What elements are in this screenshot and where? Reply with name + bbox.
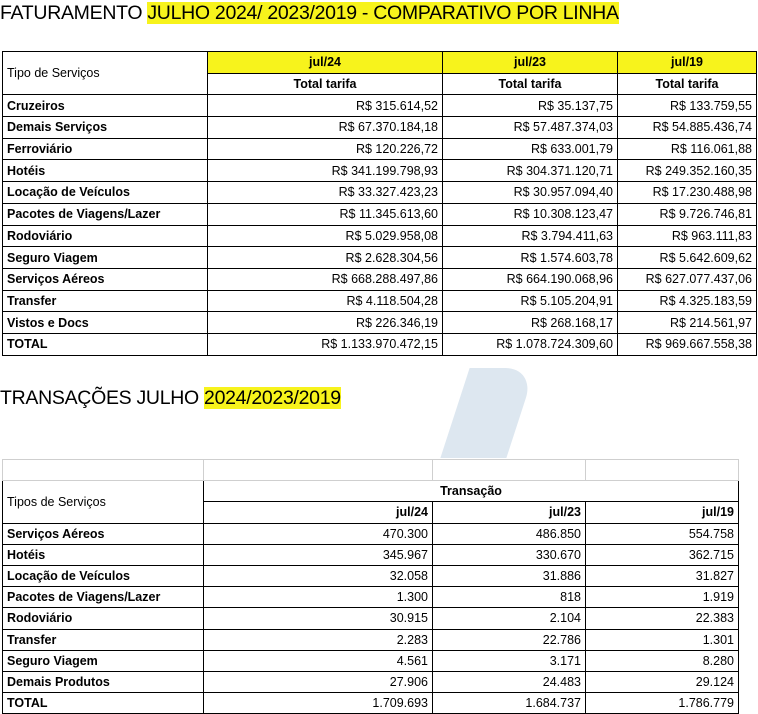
billing-row: [3, 182, 757, 204]
value-cell: R$ 226.346,19: [208, 312, 443, 334]
value-cell: 4.561: [204, 650, 433, 671]
value-cell: R$ 54.885.436,74: [618, 117, 757, 139]
service-type-header: Tipo de Serviços: [3, 52, 208, 95]
service-label: Serviços Aéreos: [3, 523, 204, 544]
value-cell: 362.715: [586, 544, 739, 565]
value-cell: R$ 969.667.558,38: [618, 333, 757, 355]
value-cell: R$ 67.370.184,18: [208, 117, 443, 139]
value-cell: R$ 57.487.374,03: [443, 117, 618, 139]
month-header-jul19: jul/19: [618, 52, 757, 74]
value-cell: 345.967: [204, 544, 433, 565]
value-cell: 8.280: [586, 650, 739, 671]
value-cell: 486.850: [433, 523, 586, 544]
service-label: Pacotes de Viagens/Lazer: [3, 203, 208, 225]
billing-row: [3, 160, 757, 182]
value-cell: 3.171: [433, 650, 586, 671]
total-tariff-header: Total tarifa: [618, 73, 757, 95]
month-header-jul24: jul/24: [204, 502, 433, 523]
value-cell: R$ 1.078.724.309,60: [443, 333, 618, 355]
value-cell: R$ 35.137,75: [443, 95, 618, 117]
service-label: Hotéis: [3, 544, 204, 565]
billing-row: [3, 247, 757, 269]
value-cell: R$ 1.574.603,78: [443, 247, 618, 269]
value-cell: 554.758: [586, 523, 739, 544]
service-label: Transfer: [3, 290, 208, 312]
service-label: Serviços Aéreos: [3, 268, 208, 290]
month-header-jul19: jul/19: [586, 502, 739, 523]
transaction-row: [3, 565, 739, 586]
billing-row: [3, 203, 757, 225]
value-cell: 2.104: [433, 608, 586, 629]
value-cell: 1.786.779: [586, 693, 739, 714]
transactions-title-plain: TRANSAÇÕES JULHO: [0, 387, 205, 409]
value-cell: R$ 627.077.437,06: [618, 268, 757, 290]
billing-table: [2, 51, 757, 356]
transaction-row: [3, 608, 739, 629]
billing-title-plain: FATURAMENTO: [0, 2, 148, 24]
value-cell: R$ 214.561,97: [618, 312, 757, 334]
billing-row: [3, 117, 757, 139]
value-cell: 32.058: [204, 565, 433, 586]
billing-row: [3, 290, 757, 312]
value-cell: 470.300: [204, 523, 433, 544]
service-label: Locação de Veículos: [3, 182, 208, 204]
value-cell: R$ 4.118.504,28: [208, 290, 443, 312]
service-label: TOTAL: [3, 333, 208, 355]
value-cell: 24.483: [433, 671, 586, 692]
value-cell: R$ 5.105.204,91: [443, 290, 618, 312]
service-label: Pacotes de Viagens/Lazer: [3, 587, 204, 608]
blank-header-cell: [204, 460, 433, 481]
service-label: Seguro Viagem: [3, 650, 204, 671]
blank-header-cell: [586, 460, 739, 481]
service-label: Demais Serviços: [3, 117, 208, 139]
service-label: Vistos e Docs: [3, 312, 208, 334]
value-cell: 31.827: [586, 565, 739, 586]
value-cell: R$ 664.190.068,96: [443, 268, 618, 290]
service-label: Demais Produtos: [3, 671, 204, 692]
service-types-header: Tipos de Serviços: [3, 481, 204, 523]
service-label: Transfer: [3, 629, 204, 650]
value-cell: R$ 963.111,83: [618, 225, 757, 247]
service-label: Ferroviário: [3, 138, 208, 160]
value-cell: 1.300: [204, 587, 433, 608]
value-cell: R$ 249.352.160,35: [618, 160, 757, 182]
value-cell: 31.886: [433, 565, 586, 586]
value-cell: R$ 1.133.970.472,15: [208, 333, 443, 355]
value-cell: 1.684.737: [433, 693, 586, 714]
transactions-title: [0, 387, 341, 410]
billing-row: [3, 333, 757, 355]
value-cell: 1.301: [586, 629, 739, 650]
service-label: Seguro Viagem: [3, 247, 208, 269]
service-label: TOTAL: [3, 693, 204, 714]
value-cell: 1.709.693: [204, 693, 433, 714]
transaction-group-header: Transação: [204, 481, 739, 502]
value-cell: R$ 133.759,55: [618, 95, 757, 117]
value-cell: R$ 30.957.094,40: [443, 182, 618, 204]
transactions-table: [2, 459, 739, 714]
month-header-jul24: jul/24: [208, 52, 443, 74]
month-header-jul23: jul/23: [443, 52, 618, 74]
billing-row: [3, 268, 757, 290]
transaction-row: [3, 629, 739, 650]
value-cell: R$ 11.345.613,60: [208, 203, 443, 225]
transaction-row: [3, 650, 739, 671]
value-cell: 22.383: [586, 608, 739, 629]
blank-header-cell: [3, 460, 204, 481]
transaction-row: [3, 587, 739, 608]
month-header-jul23: jul/23: [433, 502, 586, 523]
service-label: Locação de Veículos: [3, 565, 204, 586]
value-cell: R$ 116.061,88: [618, 138, 757, 160]
transaction-row: [3, 693, 739, 714]
billing-row: [3, 225, 757, 247]
value-cell: R$ 5.029.958,08: [208, 225, 443, 247]
value-cell: R$ 17.230.488,98: [618, 182, 757, 204]
value-cell: 30.915: [204, 608, 433, 629]
transaction-row: [3, 544, 739, 565]
value-cell: R$ 120.226,72: [208, 138, 443, 160]
value-cell: 330.670: [433, 544, 586, 565]
value-cell: R$ 633.001,79: [443, 138, 618, 160]
value-cell: 2.283: [204, 629, 433, 650]
value-cell: 27.906: [204, 671, 433, 692]
value-cell: R$ 304.371.120,71: [443, 160, 618, 182]
value-cell: 29.124: [586, 671, 739, 692]
value-cell: R$ 268.168,17: [443, 312, 618, 334]
service-label: Hotéis: [3, 160, 208, 182]
value-cell: 1.919: [586, 587, 739, 608]
total-tariff-header: Total tarifa: [443, 73, 618, 95]
total-tariff-header: Total tarifa: [208, 73, 443, 95]
billing-title: [0, 2, 619, 25]
value-cell: R$ 315.614,52: [208, 95, 443, 117]
value-cell: R$ 10.308.123,47: [443, 203, 618, 225]
value-cell: R$ 33.327.423,23: [208, 182, 443, 204]
value-cell: R$ 9.726.746,81: [618, 203, 757, 225]
blank-header-cell: [433, 460, 586, 481]
service-label: Cruzeiros: [3, 95, 208, 117]
value-cell: R$ 4.325.183,59: [618, 290, 757, 312]
transaction-row: [3, 671, 739, 692]
transaction-row: [3, 523, 739, 544]
transactions-title-highlight: 2024/2023/2019: [204, 387, 341, 409]
service-label: Rodoviário: [3, 608, 204, 629]
value-cell: R$ 341.199.798,93: [208, 160, 443, 182]
value-cell: R$ 668.288.497,86: [208, 268, 443, 290]
service-label: Rodoviário: [3, 225, 208, 247]
value-cell: R$ 3.794.411,63: [443, 225, 618, 247]
billing-row: [3, 312, 757, 334]
value-cell: R$ 5.642.609,62: [618, 247, 757, 269]
billing-row: [3, 95, 757, 117]
value-cell: 818: [433, 587, 586, 608]
billing-row: [3, 138, 757, 160]
billing-title-highlight: JULHO 2024/ 2023/2019 - COMPARATIVO POR LINHA: [147, 2, 619, 24]
watermark-shape: [440, 368, 535, 458]
value-cell: R$ 2.628.304,56: [208, 247, 443, 269]
value-cell: 22.786: [433, 629, 586, 650]
